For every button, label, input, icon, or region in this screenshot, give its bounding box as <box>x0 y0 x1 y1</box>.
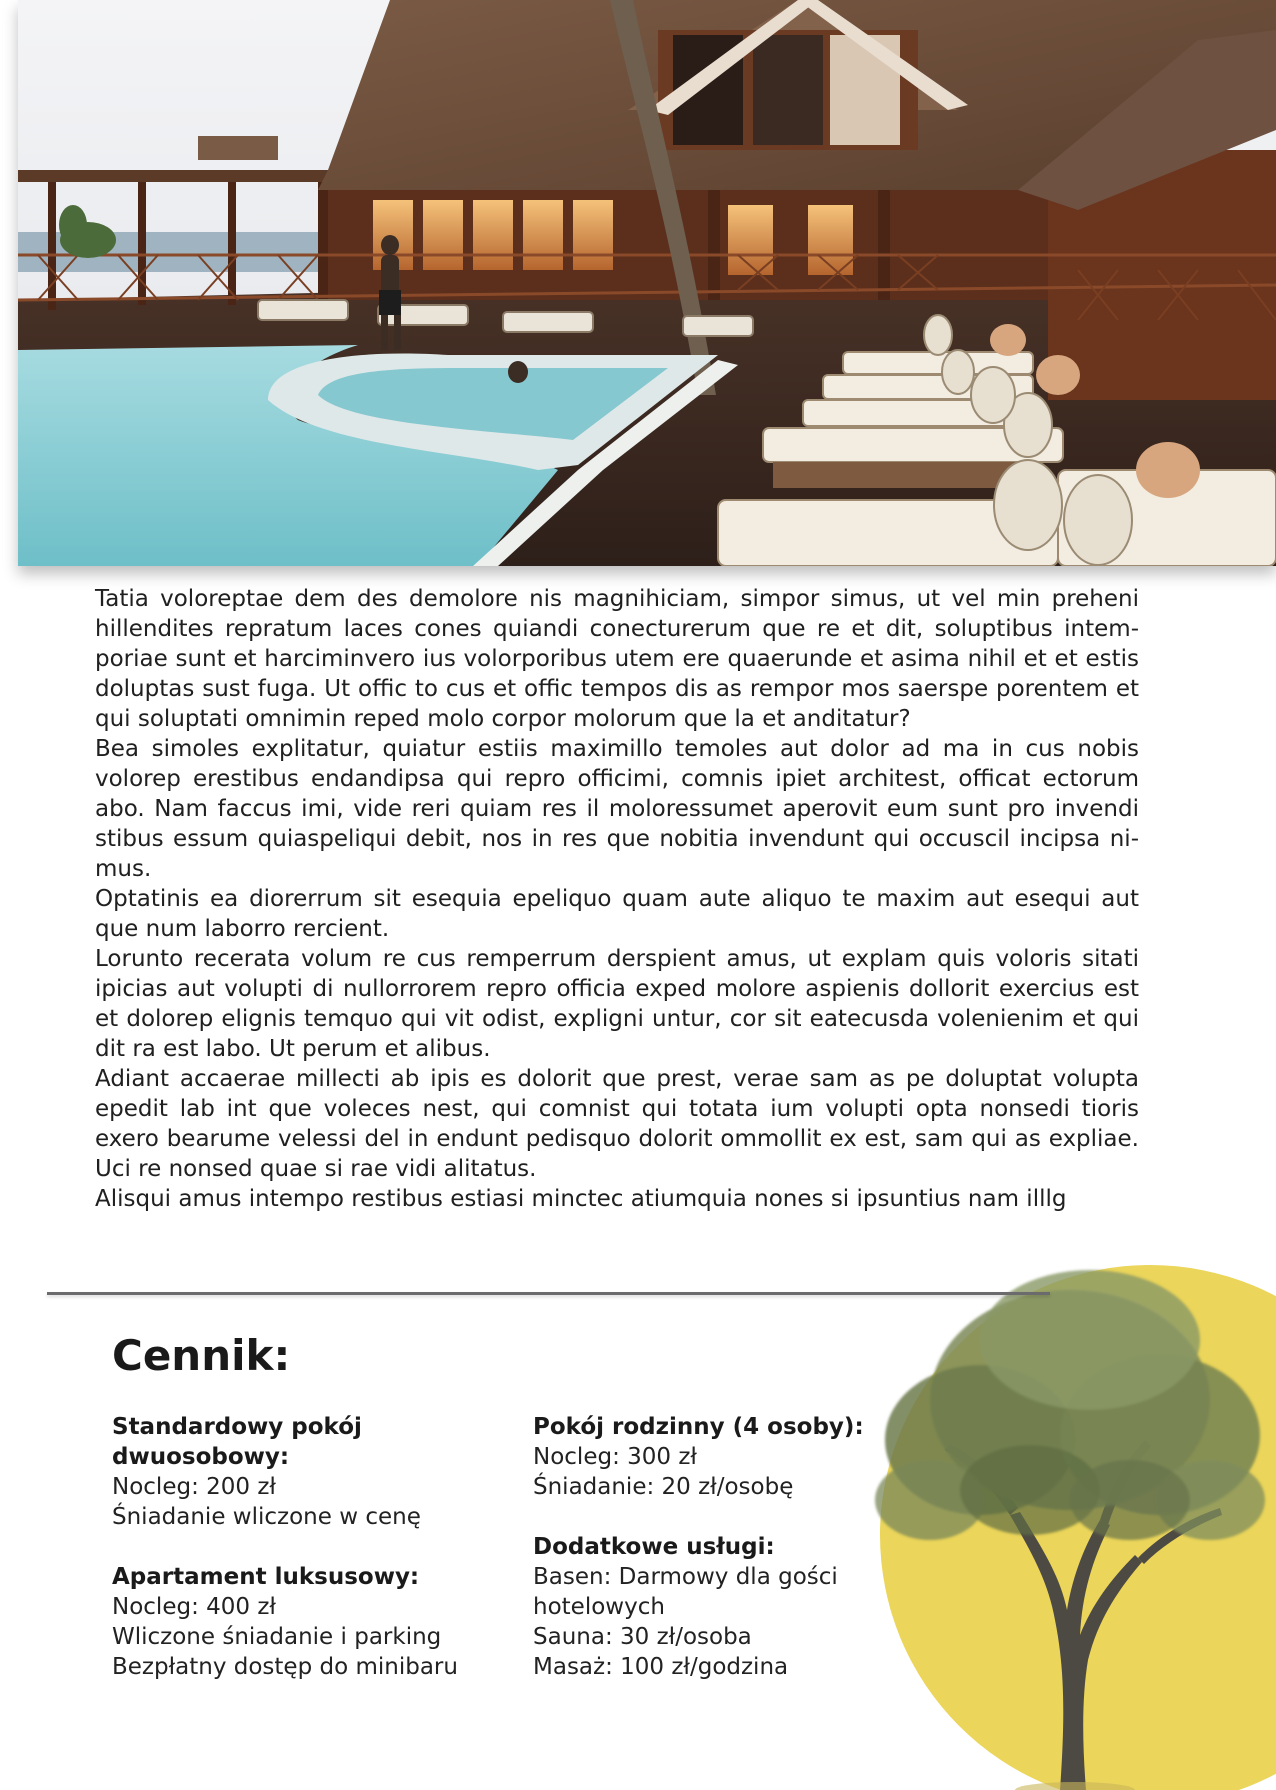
paragraph: Bea simoles explitatur, quiatur estiis maximillo temoles aut dolor ad ma in cus nobis volorep erestibus endandipsa qui repro officimi, comnis ipiet architest, officat ectorum abo. Nam faccus imi, vide reri quiam res il moloressumet aperovit eum sunt pro invendi stibus essum quiaspeliqui debit, nos in res que nobitia invendunt qui occuscil incipsa nimus. <box>95 736 1139 882</box>
paragraph: Tatia voloreptae dem des demolore nis magnihiciam, simpor simus, ut vel min preheni hillendites repratum laces cones quiandi conecturerum que re et dit, soluptibus intemporiae sunt et harciminvero ius volorporibus utem ere quaerunde et asima nihil et et estis doluptas sust fuga. Ut offic to cus et offic tempos dis as rempor mos saerspe porentem et qui soluptati omnimin reped molo corpor molorum que la et anditatur? <box>95 586 1139 732</box>
price-item-standard-room <box>112 1412 492 1532</box>
tree-on-sun-illustration <box>860 1250 1276 1790</box>
paragraph: Optatinis ea diorerrum sit esequia epeliquo quam aute aliquo te maxim aut esequi aut que num laborro rercient. <box>95 886 1139 942</box>
section-divider <box>47 1292 1050 1295</box>
hero-photo <box>18 0 1276 566</box>
price-item-line: Masaż: 100 zł/godzina <box>533 1654 789 1680</box>
price-item-line: Nocleg: 300 zł <box>533 1444 697 1470</box>
price-item-heading: Standardowy pokój dwuosobowy: <box>112 1414 362 1470</box>
price-column-right <box>533 1412 883 1712</box>
price-list-title: Cennik: <box>112 1331 291 1380</box>
price-item-family-room <box>533 1412 883 1502</box>
price-item-luxury-apartment <box>112 1562 492 1682</box>
paragraph: Lorunto recerata volum re cus remperrum derspient amus, ut explam quis voloris sitati ipicias aut volupti di nullorrorem repro officia exped molore aspienis dollorit exercius est et dolorep elignis temquo qui vit odist, expligni untur, cor sit eatecusda volenienim et qui dit ra est labo. Ut perum et alibus. <box>95 946 1139 1062</box>
price-item-heading: Apartament luksusowy: <box>112 1564 420 1590</box>
price-item-heading: Pokój rodzinny (4 osoby): <box>533 1414 864 1440</box>
price-column-left <box>112 1412 492 1712</box>
tree-decoration <box>860 1250 1276 1790</box>
resort-pool-illustration <box>18 0 1276 566</box>
price-item-line: Bezpłatny dostęp do minibaru <box>112 1654 458 1680</box>
price-item-line: Basen: Darmowy dla gości hotelowych <box>533 1564 838 1620</box>
price-item-extra-services <box>533 1532 883 1682</box>
paragraph: Adiant accaerae millecti ab ipis es dolorit que prest, verae sam as pe doluptat volupta epedit lab int que voleces nest, qui comnist qui totata ium volupti opta nonsedi tioris exero bearume velessi del in endunt pedisquo dolorit ommollit ex est, sam qui as expliae. Uci re nonsed quae si rae vidi alitatus. <box>95 1066 1139 1182</box>
price-item-line: Nocleg: 200 zł <box>112 1474 276 1500</box>
price-item-line: Wliczone śniadanie i parking <box>112 1624 442 1650</box>
price-item-line: Nocleg: 400 zł <box>112 1594 276 1620</box>
body-text <box>95 584 1139 1214</box>
price-item-line: Sauna: 30 zł/osoba <box>533 1624 752 1650</box>
price-item-line: Śniadanie wliczone w cenę <box>112 1504 421 1530</box>
price-item-heading: Dodatkowe usługi: <box>533 1534 775 1560</box>
paragraph: Alisqui amus intempo restibus estiasi minctec atiumquia nones si ipsuntius nam illlg <box>95 1186 1067 1212</box>
price-item-line: Śniadanie: 20 zł/osobę <box>533 1474 794 1500</box>
